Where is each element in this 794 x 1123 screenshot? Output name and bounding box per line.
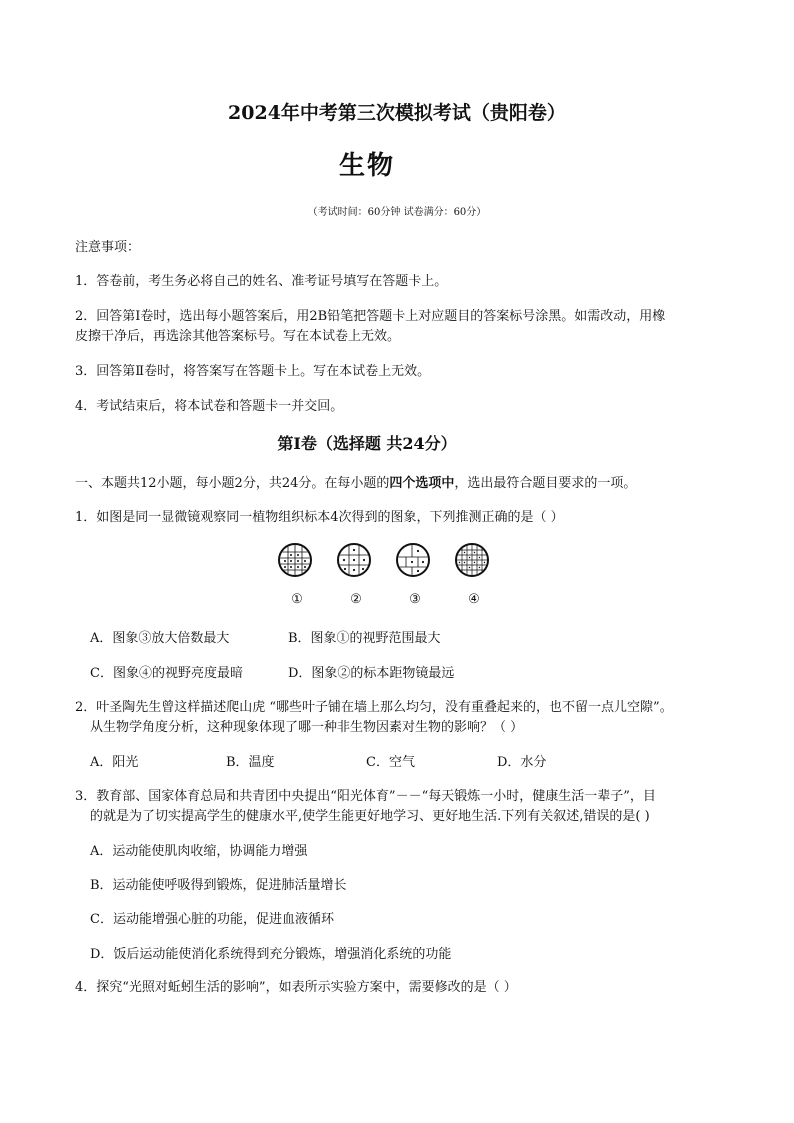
- q3-stem-line2: 的就是为了切实提高学生的健康水平,使学生能更好地学习、更好地生活.下列有关叙述,错误的是( ): [90, 809, 650, 824]
- q1-option-c: C．图象④的视野亮度最暗: [90, 666, 243, 681]
- note-1: 1．答卷前，考生务必将自己的姓名、准考证号填写在答题卡上。: [75, 274, 448, 289]
- q3-option-c: C．运动能增强心脏的功能，促进血液循环: [90, 912, 334, 927]
- figure-label-3: ③: [409, 592, 421, 607]
- notes-heading: 注意事项：: [75, 240, 141, 255]
- q4-stem: 4．探究“光照对蚯蚓生活的影响”，如表所示实验方案中，需要修改的是（ ）: [75, 980, 517, 995]
- exam-title: 2024年中考第三次模拟考试（贵阳卷）: [228, 102, 566, 124]
- q2-option-d: D．水分: [497, 755, 547, 770]
- microscope-field-icon: [396, 543, 430, 577]
- microscope-field-icon: [337, 543, 371, 577]
- q2-option-c: C．空气: [366, 755, 415, 770]
- microscope-field-icon: [455, 543, 489, 577]
- exam-meta: （考试时间：60分钟 试卷满分：60分）: [307, 207, 487, 218]
- q1-option-d: D．图象②的标本距物镜最远: [288, 666, 455, 681]
- figure-label-4: ④: [468, 592, 480, 607]
- instruction-part: 一、本题共12小题，每小题2分，共24分。在每小题的: [75, 476, 390, 491]
- q1-option-a: A．图象③放大倍数最大: [90, 631, 230, 646]
- q2-stem-line1: 2．叶圣陶先生曾这样描述爬山虎 “哪些叶子铺在墙上那么均匀，没有重叠起来的，也不留一点儿空隙”。: [75, 700, 673, 715]
- microscope-field-icon: [278, 543, 312, 577]
- instruction-emphasis: 四个选项中: [389, 476, 455, 491]
- q3-option-d: D．饭后运动能使消化系统得到充分锻炼，增强消化系统的功能: [90, 947, 452, 962]
- q2-stem-line2: 从生物学角度分析，这种现象体现了哪一种非生物因素对生物的影响？（ ）: [90, 720, 524, 735]
- section-title: 第Ⅰ卷（选择题 共24分）: [277, 434, 457, 453]
- note-3: 3．回答第Ⅱ卷时，将答案写在答题卡上。写在本试卷上无效。: [75, 364, 431, 379]
- q3-stem-line1: 3．教育部、国家体育总局和共青团中央提出“阳光体育”－－“每天锻炼一小时，健康生活一辈子”，目: [75, 789, 656, 804]
- instruction-part: ，选出最符合题目要求的一项。: [454, 476, 637, 491]
- q1-stem: 1．如图是同一显微镜观察同一植物组织标本4次得到的图象，下列推测正确的是（ ）: [75, 510, 564, 525]
- figure-label-2: ②: [350, 592, 362, 607]
- section-instruction: [75, 472, 636, 491]
- figure-label-1: ①: [291, 592, 303, 607]
- note-4: 4．考试结束后，将本试卷和答题卡一并交回。: [75, 399, 344, 414]
- q3-option-b: B．运动能使呼吸得到锻炼，促进肺活量增长: [90, 878, 347, 893]
- q2-option-b: B．温度: [226, 755, 275, 770]
- q1-option-b: B．图象①的视野范围最大: [288, 631, 441, 646]
- note-2-continued: 皮擦干净后，再选涂其他答案标号。写在本试卷上无效。: [75, 329, 401, 344]
- q2-option-a: A．阳光: [90, 755, 139, 770]
- q3-option-a: A．运动能使肌肉收缩，协调能力增强: [90, 844, 308, 859]
- subject-title: 生物: [338, 151, 395, 181]
- note-2: 2．回答第Ⅰ卷时，选出每小题答案后，用2B铅笔把答题卡上对应题目的答案标号涂黑。如需改动，用橡: [75, 309, 666, 324]
